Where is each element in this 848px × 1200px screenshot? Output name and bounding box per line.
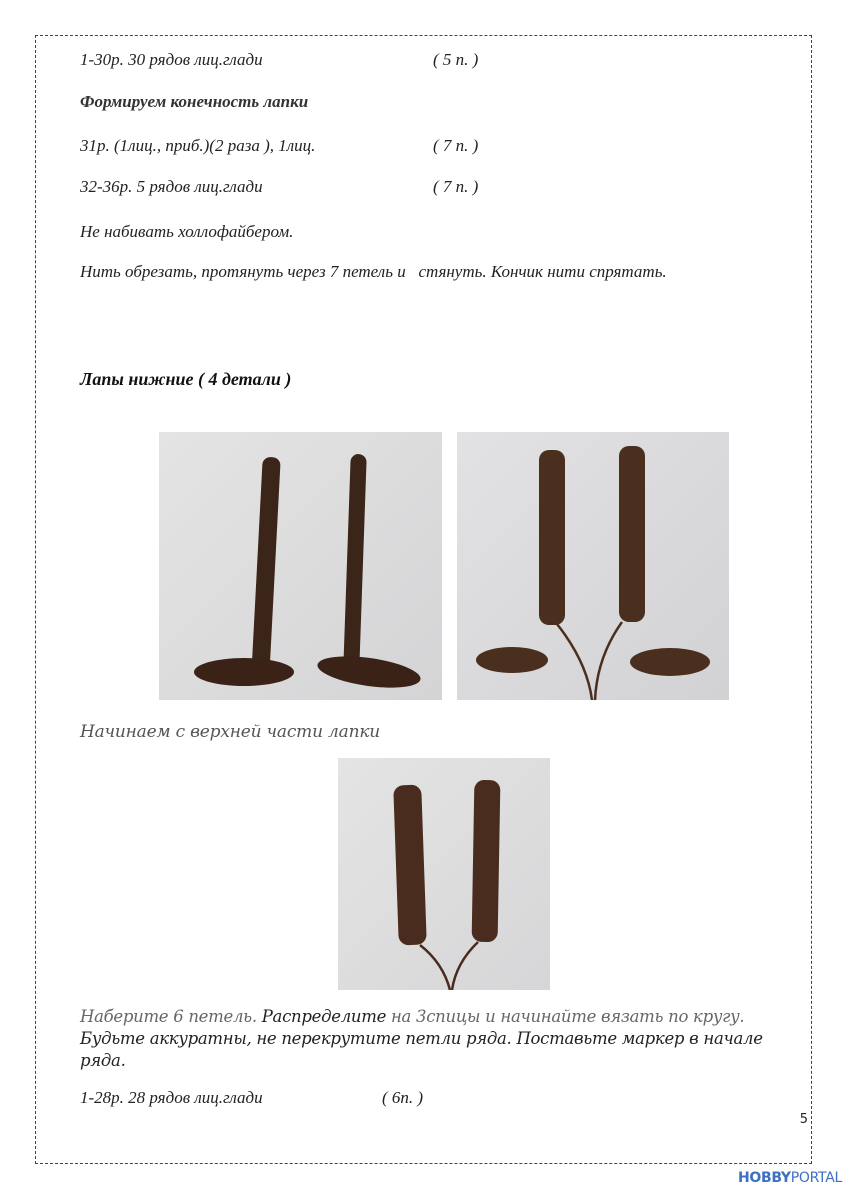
photo-legs-and-feet-separate [457,432,729,700]
text-cast-on: Наберите 6 петель. [80,1007,262,1026]
logo-hobby: HOBBY [737,1170,791,1186]
row-instruction: 1-28р. 28 рядов лиц.глади [80,1088,263,1107]
stitch-count: ( 7 п. ) [433,136,479,155]
row-instruction: 1-30р. 30 рядов лиц.глади [80,50,263,69]
section-title: Лапы нижние ( 4 детали ) [80,369,292,389]
stitch-count: ( 6п. ) [382,1088,424,1107]
yarn-legs-illustration [159,432,442,700]
note-no-stuffing: Не набивать холлофайбером. [80,222,294,241]
page-number: 5 [799,1112,808,1127]
text-careful: Будьте аккуратны, не перекрутите петли ряда. Поставьте маркер в начале ряда. [80,1029,763,1070]
yarn-legs-upper-illustration [338,758,550,990]
photo-caption: Начинаем с верхней части лапки [80,722,381,742]
hobbyportal-logo [738,1170,842,1186]
text-needles: на 3спицы и начинайте вязать по кругу. [390,1007,745,1026]
photo-legs-upper-parts [338,758,550,990]
logo-portal: PORTAL [790,1170,842,1186]
yarn-pieces-illustration [457,432,729,700]
finish-instruction: Нить обрезать, протянуть через 7 петель и стянуть. Кончик нити спрятать. [80,262,667,281]
stitch-count: ( 7 п. ) [433,177,479,196]
cast-on-instructions [80,1006,770,1072]
photo-legs-with-feet [159,432,442,700]
row-instruction: 32-36р. 5 рядов лиц.глади [80,177,263,196]
row-instruction: 31р. (1лиц., приб.)(2 раза ), 1лиц. [80,136,316,155]
stitch-count: ( 5 п. ) [433,50,479,69]
text-distribute: Распределите [261,1007,391,1026]
subheading: Формируем конечность лапки [80,92,309,111]
